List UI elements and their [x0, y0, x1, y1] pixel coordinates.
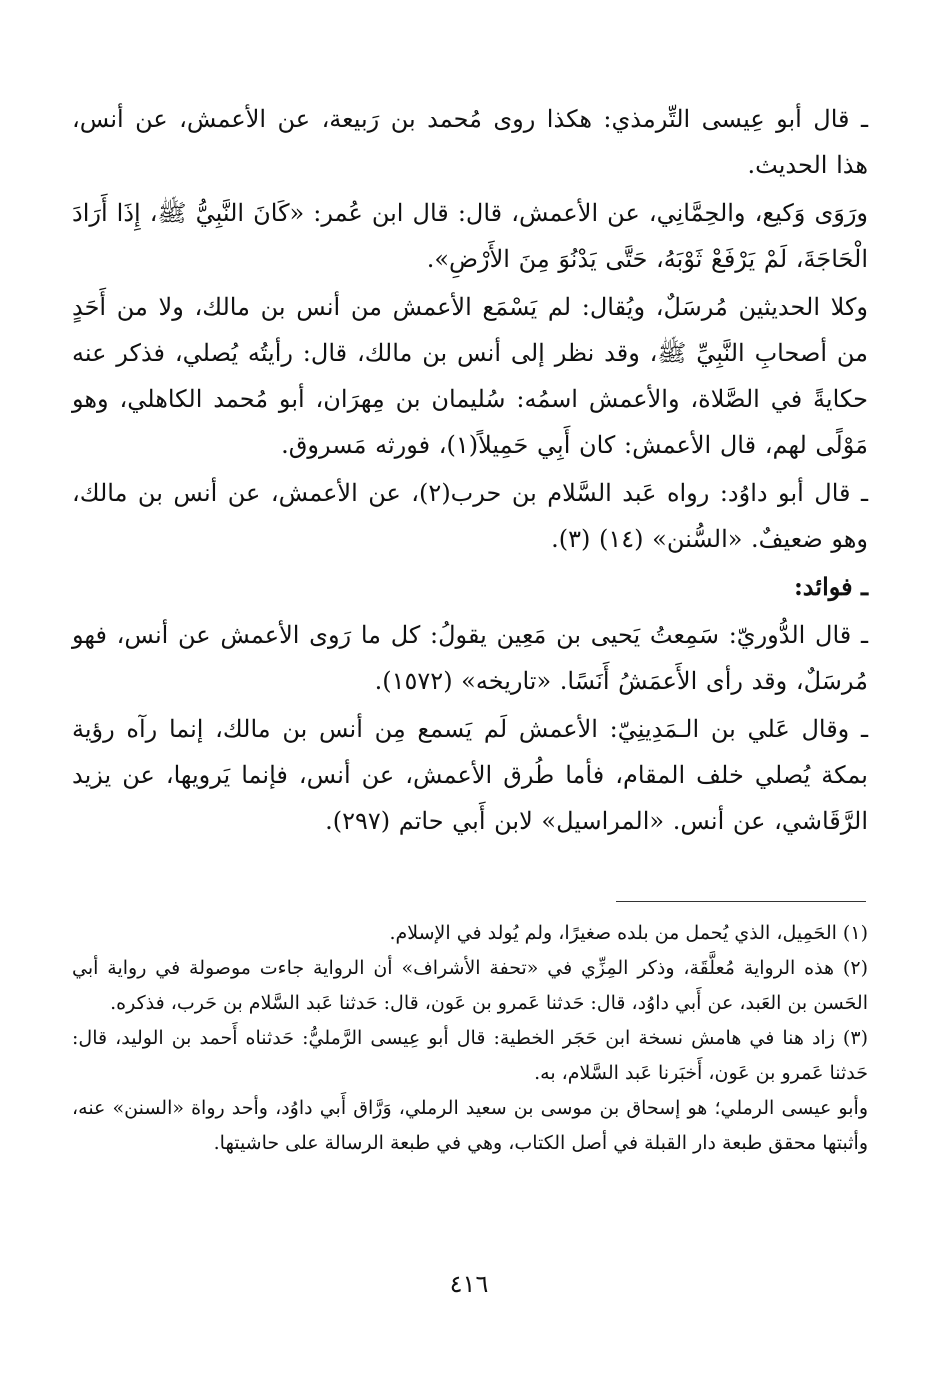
benefits-heading: ـ فوائد: — [793, 572, 868, 601]
paragraph-abu-dawud: ـ قال أبو داوُد: رواه عَبد السَّلام بن حرب(٢)، عن الأعمش، عن أنس بن مالك، وهو ضعيفٌ. «السُّنن» (١٤) (٣). — [72, 479, 869, 553]
footnotes — [72, 916, 868, 1161]
footnote-3: (٣) زاد هنا في هامش نسخة ابن حَجَر الخطية: قال أبو عِيسى الرَّمليُّ: حَدثناه أَحمد بن الوليد، قال: حَدثنا عَمرو بن عَون، أَخبَرنا عَبد السَّلام، به. — [72, 1027, 868, 1084]
page-number: ٤١٦ — [449, 1270, 489, 1298]
footnote-2: (٢) هذه الرواية مُعلَّقَة، وذكر المِزِّي في «تحفة الأشراف» أن الرواية جاءت موصولة في رواية أبي الحَسن بن العَبد، عن أَبي داوُد، قال: حَدثنا عَمرو بن عَون، قال: حَدثنا عَبد السَّلام بن حَرب، فذكره. — [72, 957, 868, 1014]
footnote-1: (١) الحَمِيل، الذي يُحمل من بلده صغيرًا، ولم يُولد في الإسلام. — [389, 922, 868, 944]
main-text — [72, 96, 868, 846]
paragraph-mursal: وكلا الحديثين مُرسَلٌ، ويُقال: لم يَسْمَع الأعمش من أنس بن مالك، ولا من أَحَدٍ من أصحابِ النَّبِيِّ ﷺ، وقد نظر إلى أنس بن مالك، قال: رأيتُه يُصلي، فذكر عنه حكايةً في الصَّلاة، والأعمش اسمُه: سُليمان بن مِهرَان، أبو مُحمد الكاهلي، وهو مَوْلًى لهم، قال الأعمش: كان أَبِي حَمِيلاً(١)، فورثه مَسروق. — [72, 293, 868, 459]
footnote-3-continuation: وأبو عيسى الرملي؛ هو إسحاق بن موسى بن سعيد الرملي، وَرَّاق أَبي داوُد، وأحد رواة «السنن» عنه، وأثبتها محقق طبعة دار القبلة في أصل الكتاب، وهي في طبعة الرسالة على حاشيتها. — [72, 1097, 868, 1154]
paragraph-madini: ـ وقال عَلي بن الـمَدِينِيّ: الأعمش لَم يَسمع مِن أنس بن مالك، إنما رآه رؤية بمكة يُصلي خلف المقام، فأما طُرق الأعمش، عن أنس، فإنما يَرويها، عن يزيد الرَّقَاشي، عن أنس. «المراسيل» لابن أَبي حاتم (٢٩٧). — [72, 715, 868, 835]
paragraph-duri: ـ قال الدُّوريّ: سَمِعتُ يَحيى بن مَعِين يقولُ: كل ما رَوى الأعمش عن أنس، فهو مُرسَلٌ، وقد رأى الأَعمَشُ أَنَسًا. «تاريخه» (١٥٧٢). — [72, 621, 869, 695]
paragraph-waki-hadith: ورَوَى وَكيع، والحِمَّانِي، عن الأعمش، قال: قال ابن عُمر: «كَانَ النَّبِيُّ ﷺ، إِذَا أَرَادَ الْحَاجَةَ، لَمْ يَرْفَعْ ثَوْبَهُ، حَتَّى يَدْنُوَ مِنَ الأَرْضِ». — [72, 199, 868, 273]
footnote-separator — [616, 901, 866, 902]
paragraph-tirmidhi: ـ قال أبو عِيسى التِّرمذي: هكذا روى مُحمد بن رَبيعة، عن الأعمش، عن أنس، هذا الحديث. — [72, 105, 868, 179]
